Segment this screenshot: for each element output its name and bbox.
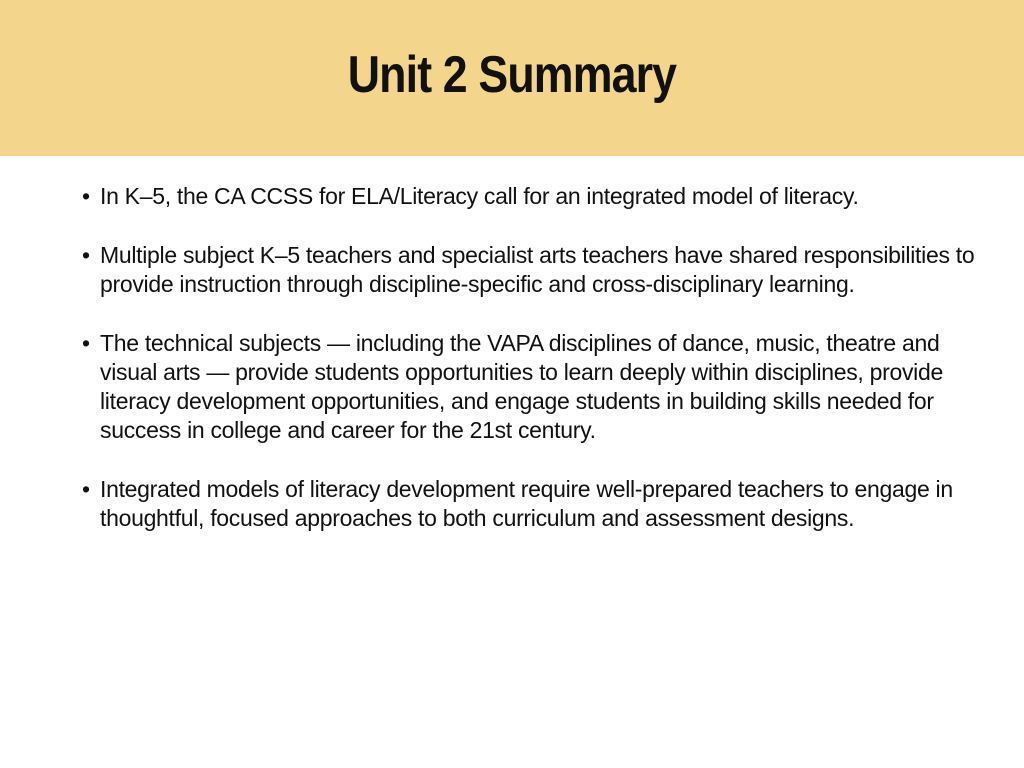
bullet-marker: • xyxy=(82,330,90,356)
bullet-text: Integrated models of literacy development require well-prepared teachers to engage in thoughtful, focused approaches to both curriculum and assessment designs. xyxy=(100,476,953,531)
bullet-text: The technical subjects — including the VAPA disciplines of dance, music, theatre and visual arts — provide students opportunities to learn deeply within disciplines, provide literacy development opportunities, and engage students in building skills needed for success in college and career for the 21st century. xyxy=(100,330,943,443)
title-band xyxy=(0,0,1024,156)
slide-title: Unit 2 Summary xyxy=(347,46,677,104)
bullet-marker: • xyxy=(82,476,90,502)
bullet-marker: • xyxy=(82,242,90,268)
bullet-item xyxy=(82,241,982,299)
bullet-item xyxy=(82,182,982,211)
bullet-item xyxy=(82,475,982,533)
bullet-list xyxy=(82,182,982,563)
bullet-text: Multiple subject K–5 teachers and specialist arts teachers have shared responsibilities to provide instruction through discipline-specific and cross-disciplinary learning. xyxy=(100,242,975,297)
bullet-text: In K–5, the CA CCSS for ELA/Literacy call for an integrated model of literacy. xyxy=(100,183,859,209)
bullet-item xyxy=(82,329,982,445)
bullet-marker: • xyxy=(82,183,90,209)
